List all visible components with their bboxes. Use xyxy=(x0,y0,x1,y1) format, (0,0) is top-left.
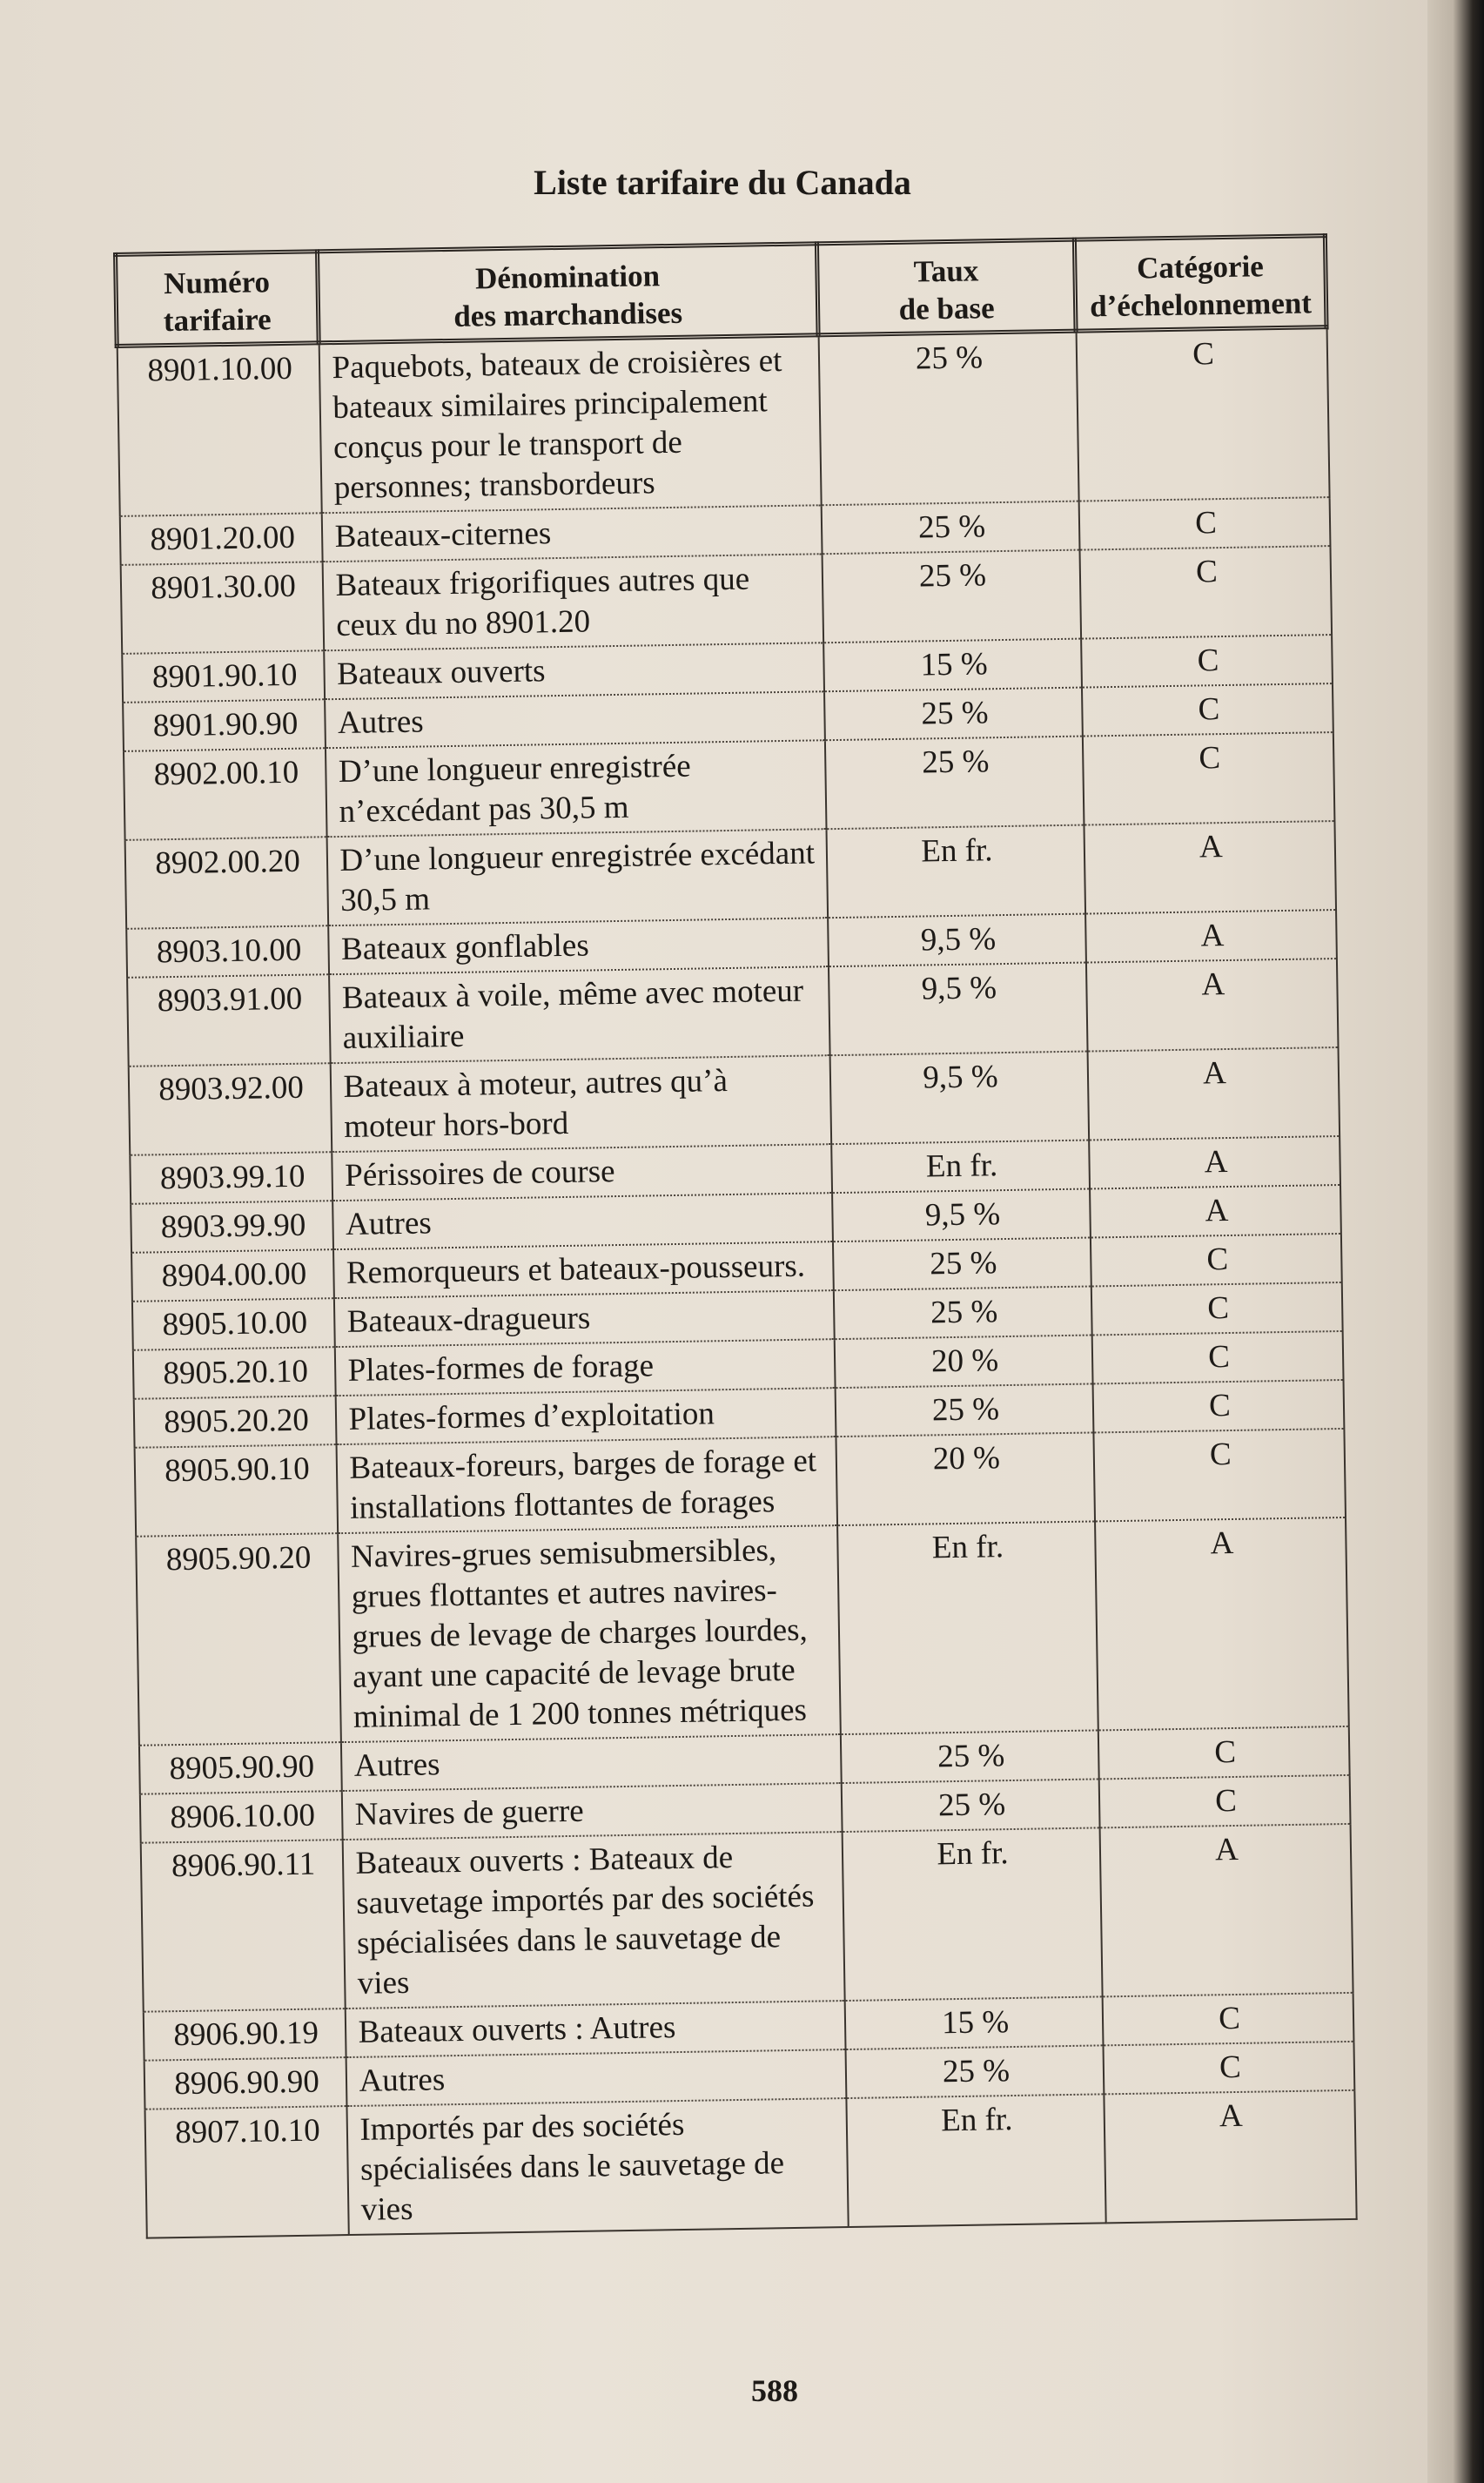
base-rate-cell: 25 % xyxy=(824,737,1084,830)
description-cell: D’une longueur enregistrée n’excédant pas 30,5 m xyxy=(325,740,826,837)
tariff-number-cell: 8905.90.90 xyxy=(138,1742,341,1794)
description-cell: Navires-grues semisubmersibles, grues flottantes et autres navires-grues de levage de charges lourdes, ayant une capacité de levage brute minimal de 1 200 tonnes métriques xyxy=(338,1525,841,1742)
tariff-number-cell: 8901.90.90 xyxy=(123,699,326,751)
base-rate-cell: 25 % xyxy=(822,550,1081,643)
tariff-number-cell: 8906.90.19 xyxy=(143,2009,346,2061)
table-row xyxy=(136,1517,1349,1746)
tariff-number-cell: 8906.90.11 xyxy=(140,1840,345,2012)
staging-category-cell: A xyxy=(1104,2090,1356,2224)
staging-category-cell: C xyxy=(1091,1282,1342,1336)
base-rate-cell: En fr. xyxy=(826,825,1085,919)
tariff-number-cell: 8905.20.10 xyxy=(132,1347,335,1399)
tariff-number-cell: 8904.00.00 xyxy=(131,1249,334,1302)
tariff-number-cell: 8905.90.20 xyxy=(136,1533,341,1746)
tariff-number-cell: 8905.20.20 xyxy=(133,1396,336,1448)
description-cell: Autres xyxy=(340,1734,841,1791)
staging-category-cell: A xyxy=(1085,959,1338,1052)
description-cell: D’une longueur enregistrée excédant 30,5 m xyxy=(326,829,828,925)
base-rate-cell: En fr. xyxy=(837,1521,1098,1734)
header-line: Catégorie xyxy=(1136,249,1265,286)
header-tariff-number xyxy=(116,252,319,347)
table-row xyxy=(140,1824,1353,2012)
base-rate-cell: 20 % xyxy=(834,1335,1092,1388)
base-rate-cell: 9,5 % xyxy=(828,914,1086,967)
staging-category-cell: C xyxy=(1079,546,1332,639)
base-rate-cell: 25 % xyxy=(832,1238,1091,1291)
tariff-number-cell: 8905.10.00 xyxy=(131,1298,334,1350)
description-cell: Périssoires de course xyxy=(332,1144,832,1201)
header-line: Dénomination xyxy=(474,259,661,296)
base-rate-cell: En fr. xyxy=(846,2094,1105,2227)
base-rate-cell: 25 % xyxy=(845,2045,1104,2098)
tariff-number-cell: 8902.00.10 xyxy=(123,748,326,840)
tariff-number-cell: 8903.91.00 xyxy=(127,974,331,1067)
description-cell: Remorqueurs et bateaux-pousseurs. xyxy=(333,1242,834,1298)
staging-category-cell: C xyxy=(1098,1775,1350,1828)
tariff-number-cell: 8902.00.20 xyxy=(124,837,328,929)
page-number: 588 xyxy=(751,2373,798,2408)
staging-category-cell: C xyxy=(1093,1429,1346,1522)
description-cell: Bateaux-foreurs, barges de forage et installations flottantes de forages xyxy=(336,1437,837,1533)
base-rate-cell: 15 % xyxy=(823,639,1082,692)
description-cell: Autres xyxy=(332,1193,833,1249)
description-cell: Bateaux ouverts : Autres xyxy=(345,2001,845,2057)
tariff-number-cell: 8901.90.10 xyxy=(122,650,325,703)
staging-category-cell: C xyxy=(1076,327,1329,501)
base-rate-cell: En fr. xyxy=(831,1141,1090,1194)
base-rate-cell: 25 % xyxy=(840,1730,1098,1783)
table-row xyxy=(117,327,1329,516)
staging-category-cell: C xyxy=(1090,1234,1341,1287)
description-cell: Autres xyxy=(325,691,825,748)
description-cell: Bateaux ouverts : Bateaux de sauvetage importés par des sociétés spécialisées dans le sauvetage de vies xyxy=(342,1832,844,2009)
tariff-number-cell: 8901.10.00 xyxy=(117,343,321,516)
header-base-rate xyxy=(816,239,1076,335)
tariff-table-wrapper xyxy=(113,233,1354,2239)
description-cell: Bateaux frigorifiques autres que ceux du no 8901.20 xyxy=(322,554,823,650)
base-rate-cell: 25 % xyxy=(821,501,1079,555)
description-cell: Navires de guerre xyxy=(341,1783,842,1840)
staging-category-cell: C xyxy=(1082,732,1334,825)
base-rate-cell: 15 % xyxy=(844,1996,1103,2049)
description-cell: Bateaux-citernes xyxy=(321,505,822,562)
header-line: Numéro xyxy=(163,265,271,301)
header-line: de base xyxy=(898,291,995,326)
tariff-number-cell: 8903.92.00 xyxy=(128,1063,332,1155)
description-cell: Plates-formes de forage xyxy=(334,1339,835,1396)
header-line: Taux xyxy=(913,253,979,289)
tariff-number-cell: 8903.99.10 xyxy=(130,1152,332,1204)
tariff-number-cell: 8903.99.90 xyxy=(131,1201,333,1253)
base-rate-cell: 25 % xyxy=(833,1287,1091,1340)
tariff-number-cell: 8906.10.00 xyxy=(139,1791,342,1843)
base-rate-cell: 25 % xyxy=(824,688,1083,741)
table-body xyxy=(117,327,1356,2238)
description-cell: Bateaux gonflables xyxy=(328,918,829,974)
base-rate-cell: 9,5 % xyxy=(828,963,1087,1056)
tariff-number-cell: 8906.90.90 xyxy=(144,2057,346,2110)
description-cell: Bateaux à voile, même avec moteur auxiliaire xyxy=(329,966,830,1063)
header-line: des marchandises xyxy=(453,295,683,333)
staging-category-cell: A xyxy=(1084,821,1336,914)
staging-category-cell: A xyxy=(1099,1824,1353,1996)
description-cell: Autres xyxy=(346,2049,846,2106)
base-rate-cell: 9,5 % xyxy=(832,1189,1091,1242)
staging-category-cell: A xyxy=(1089,1136,1340,1189)
book-spine-shadow xyxy=(1427,0,1484,2483)
header-staging-category xyxy=(1074,236,1326,332)
staging-category-cell: C xyxy=(1103,2042,1354,2095)
table-row xyxy=(144,2090,1356,2238)
base-rate-cell: En fr. xyxy=(842,1827,1102,2001)
base-rate-cell: 9,5 % xyxy=(829,1052,1089,1145)
base-rate-cell: 20 % xyxy=(836,1432,1095,1525)
staging-category-cell: A xyxy=(1095,1517,1349,1730)
staging-category-cell: C xyxy=(1081,683,1333,737)
description-cell: Bateaux-dragueurs xyxy=(333,1290,834,1347)
page-title: Liste tarifaire du Canada xyxy=(534,163,911,202)
tariff-number-cell: 8907.10.10 xyxy=(144,2106,348,2238)
description-cell: Plates-formes d’exploitation xyxy=(335,1388,836,1444)
description-cell: Bateaux à moteur, autres qu’à moteur hors-bord xyxy=(330,1055,831,1152)
description-cell: Bateaux ouverts xyxy=(324,643,824,699)
header-description xyxy=(318,244,819,343)
description-cell: Paquebots, bateaux de croisières et bateaux similaires principalement conçus pour le transport de personnes; transbordeurs xyxy=(319,335,821,513)
staging-category-cell: C xyxy=(1081,635,1333,688)
base-rate-cell: 25 % xyxy=(818,331,1078,505)
tariff-number-cell: 8905.90.10 xyxy=(134,1444,338,1537)
staging-category-cell: C xyxy=(1098,1726,1349,1780)
staging-category-cell: C xyxy=(1078,497,1330,550)
base-rate-cell: 25 % xyxy=(841,1779,1099,1832)
description-cell: Importés par des sociétés spécialisées dans le sauvetage de vies xyxy=(346,2098,848,2235)
staging-category-cell: A xyxy=(1087,1047,1340,1141)
tariff-table xyxy=(113,233,1359,2239)
tariff-number-cell: 8901.20.00 xyxy=(119,513,322,565)
staging-category-cell: A xyxy=(1085,910,1337,963)
header-line: tarifaire xyxy=(163,302,272,339)
base-rate-cell: 25 % xyxy=(835,1383,1093,1437)
staging-category-cell: C xyxy=(1102,1993,1353,2046)
staging-category-cell: C xyxy=(1092,1380,1344,1433)
tariff-number-cell: 8903.10.00 xyxy=(126,925,329,978)
staging-category-cell: C xyxy=(1091,1331,1343,1384)
header-line: d’échelonnement xyxy=(1089,286,1313,324)
staging-category-cell: A xyxy=(1090,1185,1341,1238)
tariff-number-cell: 8901.30.00 xyxy=(120,562,324,654)
